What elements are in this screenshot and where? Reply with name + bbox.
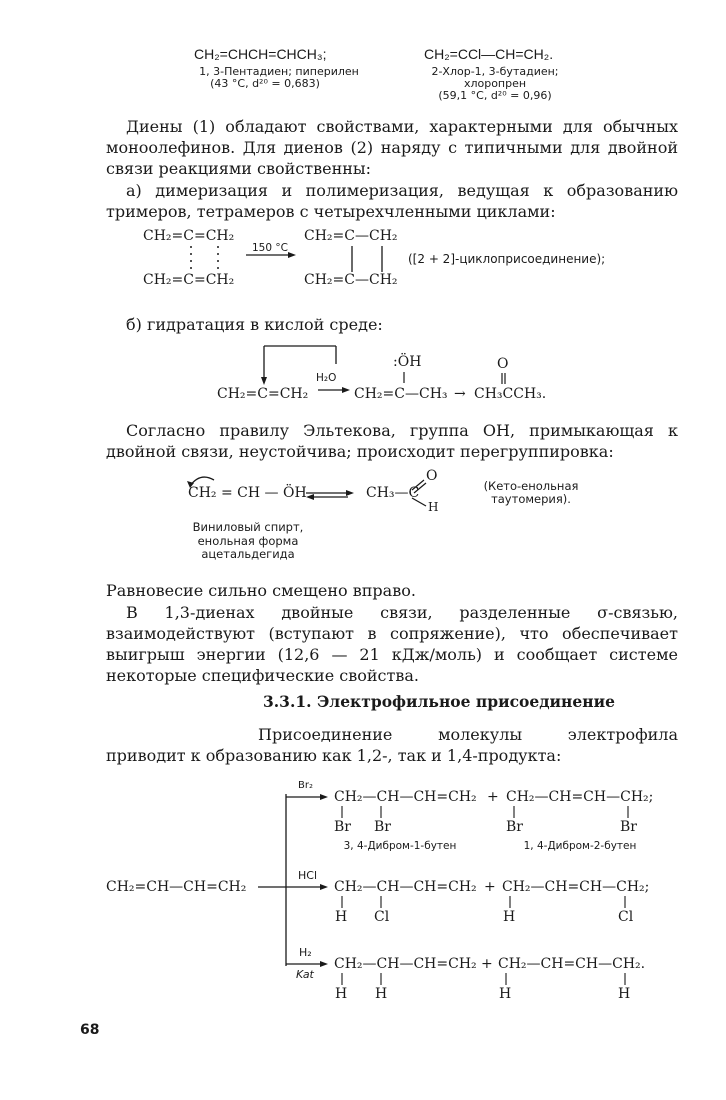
dimer-right-top: CH₂=C—CH₂ (304, 228, 398, 244)
br-product-14: CH₂—CH=CH—CH₂; (506, 789, 654, 805)
br-product-12: CH₂—CH—CH=CH₂ (334, 789, 477, 805)
h2-sub-2b: H (618, 986, 631, 1002)
page-number: 68 (80, 1022, 100, 1038)
hydration-ketone: CH₃CCH₃. (474, 386, 547, 402)
hcl-sub-1a: H (335, 909, 348, 925)
hcl-product-12: CH₂—CH—CH=CH₂ (334, 879, 477, 895)
reagent-h2: H₂ (299, 946, 312, 959)
dimer-right-bottom: CH₂=C—CH₂ (304, 272, 398, 288)
reagent-hcl: HCl (298, 869, 318, 882)
paragraph-dimerization: а) димеризация и полимеризация, ведущая к образованию тримеров, тетрамеров с четырехчленными циклами: (106, 181, 678, 221)
h2-product-14: CH₂—CH=CH—CH₂. (498, 956, 646, 972)
formula-chloroprene: CH₂=CCl—CH=CH₂. (424, 46, 554, 62)
h2-plus: + (481, 956, 493, 972)
paragraph-eltekov-rule: Согласно правилу Эльтекова, группа OH, примыкающая к двойной связи, неустойчива; происходит перегруппировка: (106, 421, 678, 461)
hydration-reagent: H₂O (316, 372, 337, 384)
br-sub-1a: Br (334, 819, 351, 835)
br-sub-2a: Br (506, 819, 523, 835)
dimer-condition: 150 °C (252, 242, 288, 254)
formula-pentadiene: CH₂=CHCH=CHCH₃; (194, 46, 327, 62)
hydration-arrow-2: → (454, 386, 466, 402)
caption-line-1: Виниловый спирт, (192, 520, 304, 534)
dimer-left-top: CH₂=C=CH₂ (143, 228, 235, 244)
paragraph-hydration: б) гидратация в кислой среде: (126, 315, 383, 334)
hcl-sub-1b: Cl (374, 909, 390, 925)
tautomer-aldehyde: CH₃—C (366, 485, 420, 501)
br-plus: + (487, 789, 499, 805)
dimer-note: ([2 + 2]-циклоприсоединение); (408, 252, 606, 266)
h2-sub-2a: H (499, 986, 512, 1002)
hcl-sub-2b: Cl (618, 909, 634, 925)
catalyst-kat: Kat (296, 968, 314, 981)
tautomer-aldehyde-o: O (426, 468, 438, 484)
h2-sub-1a: H (335, 986, 348, 1002)
hcl-sub-2a: H (503, 909, 516, 925)
paragraph-conjugation: В 1,3-диенах двойные связи, разделенные σ-связью, взаимодействуют (вступают в сопряжение), что обеспечивает выигрыш энергии (12,6 — 21 кДж/моль) и сообщает системе некоторые специфические свойства. (106, 603, 678, 685)
paragraph-equilibrium: Равновесие сильно смещено вправо. (106, 581, 416, 600)
caption-line-3: ацетальдегида (201, 547, 295, 561)
name-pentadiene: 1, 3-Пентадиен; пиперилен (199, 65, 359, 78)
name-chloroprene: 2-Хлор-1, 3-бутадиен; (431, 65, 559, 78)
h2-sub-1b: H (375, 986, 388, 1002)
tautomer-aldehyde-h: H (428, 500, 439, 514)
props-chloroprene: (59,1 °C, d²⁰ = 0,96) (438, 89, 552, 102)
name2-chloroprene: хлоропрен (463, 77, 527, 90)
paragraph-electrophile: Присоединение молекулы электрофила приводит к образованию как 1,2-, так и 1,4-продукта: (106, 725, 678, 765)
hcl-plus: + (484, 879, 496, 895)
hcl-product-14: CH₂—CH=CH—CH₂; (502, 879, 650, 895)
br-name-1: 3, 4-Дибром-1-бутен (343, 840, 457, 852)
hydration-enol-oh: :ÖH (393, 354, 422, 370)
br-sub-1b: Br (374, 819, 391, 835)
hydration-reactant: CH₂=C=CH₂ (217, 386, 309, 402)
section-heading: 3.3.1. Электрофильное присоединение (263, 692, 615, 711)
tautomer-note-1: (Кето-енольная (483, 479, 579, 493)
paragraph-dienes-properties: Диены (1) обладают свойствами, характерными для обычных моноолефинов. Для диенов (2) наряду с типичными для двойной связи реакциями свойственны: (106, 117, 678, 178)
caption-line-2: енольная форма (197, 533, 299, 548)
addition-reactant: CH₂=CH—CH=CH₂ (106, 879, 247, 895)
hydration-ketone-o: O (497, 356, 509, 372)
tautomer-enol: CH₂ = CH — ÖH (188, 485, 307, 501)
props-pentadiene: (43 °C, d²⁰ = 0,683) (210, 77, 320, 90)
h2-product-12: CH₂—CH—CH=CH₂ (334, 956, 477, 972)
br-sub-2b: Br (620, 819, 637, 835)
reagent-br2: Br₂ (298, 780, 313, 791)
dimer-left-bottom: CH₂=C=CH₂ (143, 272, 235, 288)
tautomer-note-2: таутомерия). (491, 492, 571, 506)
br-name-2: 1, 4-Дибром-2-бутен (523, 840, 637, 852)
hydration-enol: CH₂=C—CH₃ (354, 386, 448, 402)
